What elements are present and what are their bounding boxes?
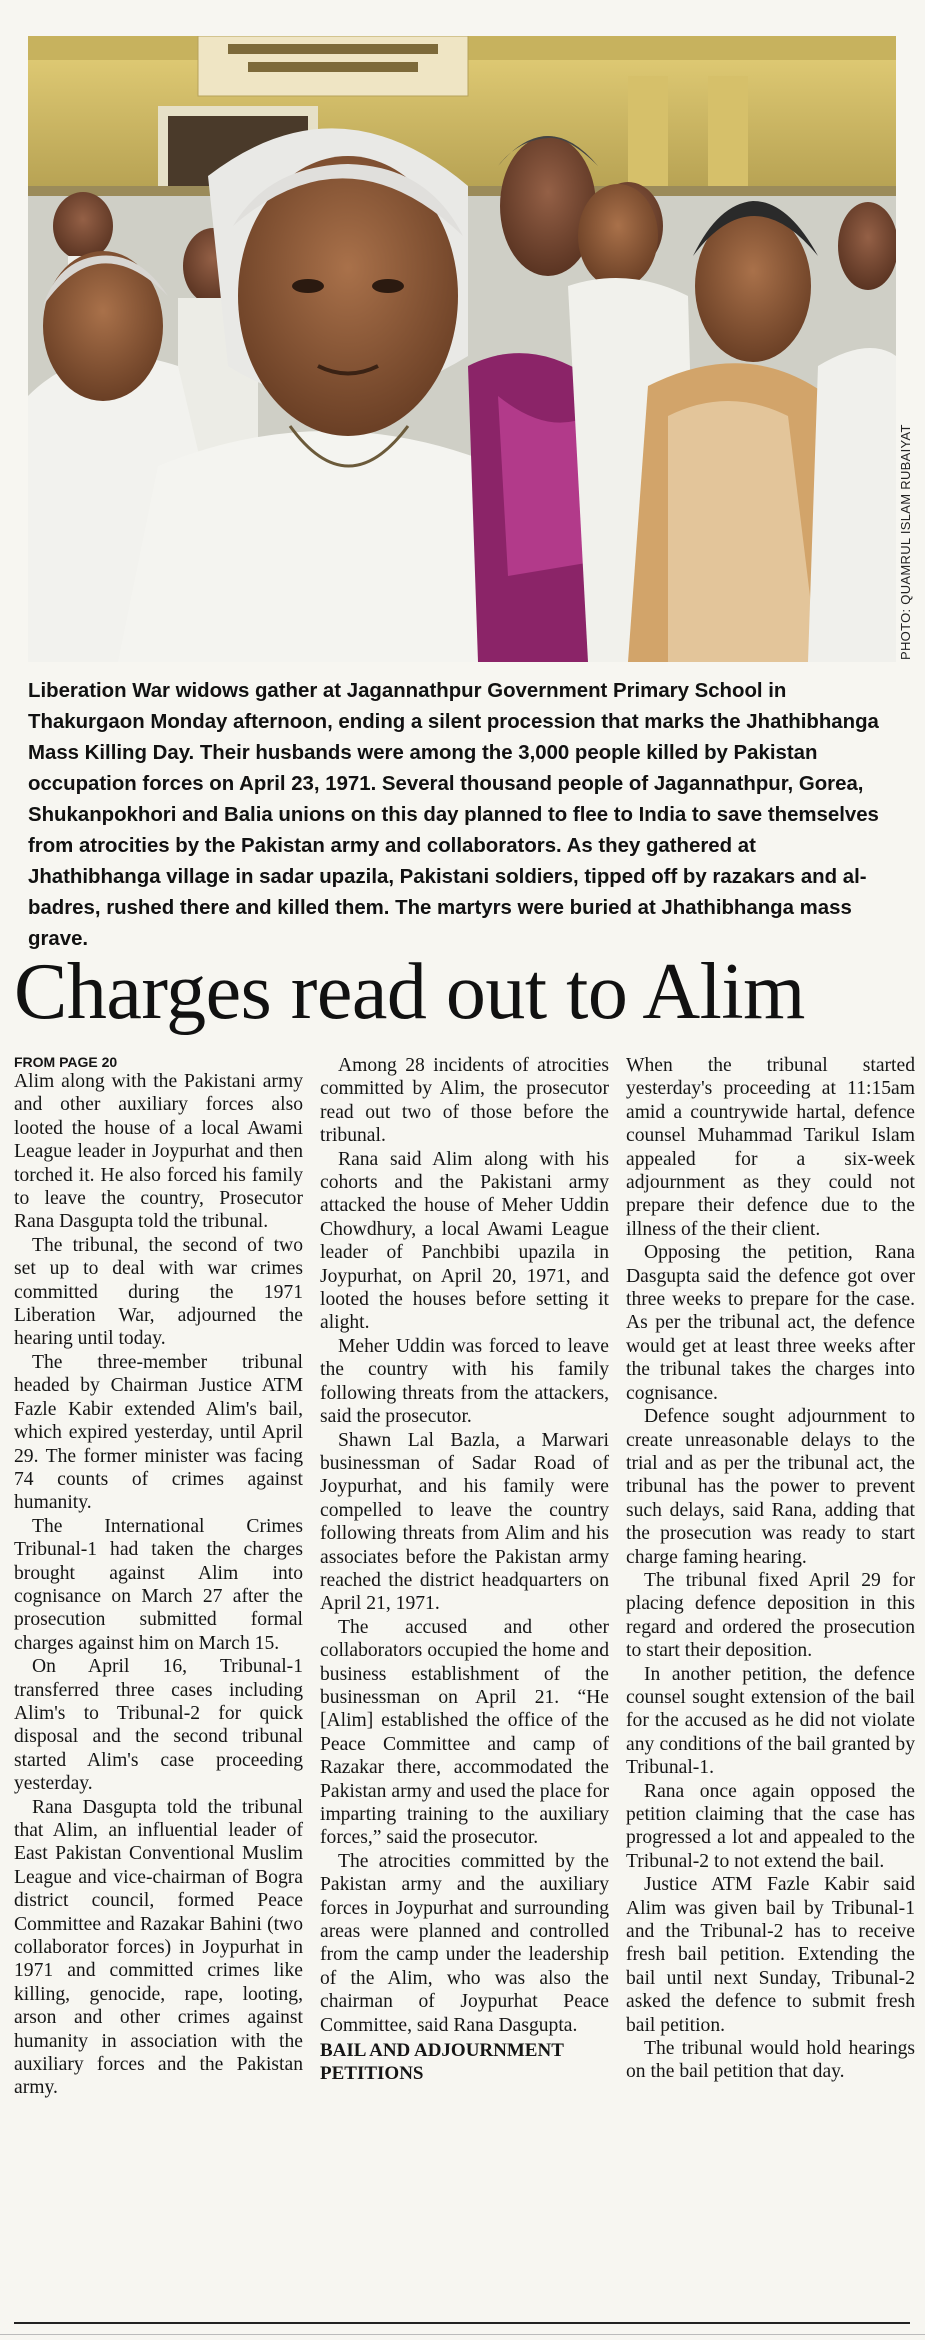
subheading: BAIL AND ADJOURNMENT PETITIONS bbox=[320, 2040, 564, 2085]
paragraph: Justice ATM Fazle Kabir said Alim was given bail by Tribunal-1 and the Tribunal-2 has to receive fresh bail petition. Extending the bail until next Sunday, Tribunal-2 asked the defence to submit fresh bail petition. bbox=[626, 1874, 915, 2036]
news-photo bbox=[28, 36, 896, 662]
paragraph: Rana said Alim along with his cohorts and the Pakistani army attacked the house of Meher Uddin Chowdhury, a local Awami League leader of Panchbibi upazila in Joypurhat, on April 20, 1971, and looted the houses before setting it alight. bbox=[320, 1148, 609, 1334]
paragraph: Opposing the petition, Rana Dasgupta said the defence got over three weeks to prepare for the case. As per the tribunal act, the defence would get at least three weeks after the tribunal takes the charges into cognisance. bbox=[626, 1242, 915, 1404]
article-column-1 bbox=[14, 1054, 303, 2100]
headline: Charges read out to Alim bbox=[14, 948, 805, 1036]
paragraph: The atrocities committed by the Pakistan army and the auxiliary forces in Joypurhat and surrounding areas were planned and controlled from the camp under the leadership of the Alim, who was also the chairman of Joypurhat Peace Committee, said Rana Dasgupta. bbox=[320, 1850, 609, 2036]
paragraph: The tribunal, the second of two set up to deal with war crimes committed during the 1971 Liberation War, adjourned the hearing until today. bbox=[14, 1234, 303, 1350]
paragraph: Rana Dasgupta told the tribunal that Alim, an influential leader of East Pakistan Conventional Muslim League and vice-chairman of Bogra district council, formed Peace Committee and Razakar Bahini (two collaborator forces) in Joypurhat in 1971 and committed crimes like killing, genocide, rape, looting, arson and other crimes against humanity in association with the auxiliary forces and the Pakistan army. bbox=[14, 1796, 303, 2099]
paragraph: Alim along with the Pakistani army and other auxiliary forces also looted the house of a local Awami League leader in Joypurhat and then torched it. He also forced his family to leave the country, Prosecutor Rana Dasgupta told the tribunal. bbox=[14, 1071, 303, 1233]
paragraph: The tribunal fixed April 29 for placing defence deposition in this regard and ordered the prosecution to start their deposition. bbox=[626, 1569, 915, 1662]
paragraph: Rana once again opposed the petition claiming that the case has progressed a lot and appealed to the Tribunal-2 to not extend the bail. bbox=[626, 1780, 915, 1872]
bottom-rule bbox=[14, 2322, 910, 2324]
paragraph: The International Crimes Tribunal-1 had taken the charges brought against Alim into cognisance on March 27 after the prosecution submitted formal charges against him on March 15. bbox=[14, 1515, 303, 1654]
article-column-3 bbox=[626, 1054, 915, 2084]
photo-illustration bbox=[28, 36, 896, 662]
paragraph: In another petition, the defence counsel sought extension of the bail for the accused as he did not violate any conditions of the bail granted by Tribunal-1. bbox=[626, 1663, 915, 1779]
page-edge-rule bbox=[0, 2334, 925, 2335]
paragraph: Defence sought adjournment to create unreasonable delays to the trial and as per the tribunal act, the tribunal has the power to prevent such delays, said Rana, adding that the prosecution was ready to start charge faming hearing. bbox=[626, 1406, 915, 1568]
paragraph: The tribunal would hold hearings on the bail petition that day. bbox=[626, 2038, 915, 2083]
paragraph: The three-member tribunal headed by Chairman Justice ATM Fazle Kabir extended Alim's bail, which expired yesterday, until April 29. The former minister was facing 74 counts of crimes against humanity. bbox=[14, 1351, 303, 1514]
paragraph: Shawn Lal Bazla, a Marwari businessman of Sadar Road of Joypurhat, and his family were compelled to leave the country following threats from Alim and his associates before the Pakistan army reached the district headquarters on April 21, 1971. bbox=[320, 1429, 609, 1615]
photo-credit: PHOTO: QUAMRUL ISLAM RUBAIYAT bbox=[898, 424, 913, 660]
paragraph: Among 28 incidents of atrocities committed by Alim, the prosecutor read out two of those before the tribunal. bbox=[320, 1055, 609, 1147]
kicker-from-page: FROM PAGE 20 bbox=[14, 1054, 118, 1070]
photo-caption: Liberation War widows gather at Jagannathpur Government Primary School in Thakurgaon Monday afternoon, ending a silent procession that marks the Jhathibhanga Mass Killing Day. Their husbands were among the 3,000 people killed by Pakistan occupation forces on April 23, 1971. Several thousand people of Jagannathpur, Gorea, Shukanpokhori and Balia unions on this day planned to flee to India to save themselves from atrocities by the Pakistan army and collaborators. As they gathered at Jhathibhanga village in sadar upazila, Pakistani soldiers, tipped off by razakars and al-badres, rushed there and killed them. The martyrs were buried at Jhathibhanga mass grave. bbox=[28, 680, 879, 950]
article-column-2 bbox=[320, 1054, 609, 2085]
paragraph: When the tribunal started yesterday's proceeding at 11:15am amid a countrywide hartal, defence counsel Muhammad Tarikul Islam appealed for a six-week adjournment as they could not prepare their defence due to the illness of the their client. bbox=[626, 1055, 915, 1240]
paragraph: On April 16, Tribunal-1 transferred three cases including Alim's to Tribunal-2 for quick disposal and the second tribunal started Alim's case proceeding yesterday. bbox=[14, 1656, 303, 1795]
paragraph: Meher Uddin was forced to leave the country with his family following threats from the attackers, said the prosecutor. bbox=[320, 1335, 609, 1428]
paragraph: The accused and other collaborators occupied the home and business establishment of the businessman on April 21. “He [Alim] established the office of the Peace Committee and camp of Razakar there, accommodated the Pakistan army and used the place for imparting training to the auxiliary forces,” said the prosecutor. bbox=[320, 1616, 609, 1849]
